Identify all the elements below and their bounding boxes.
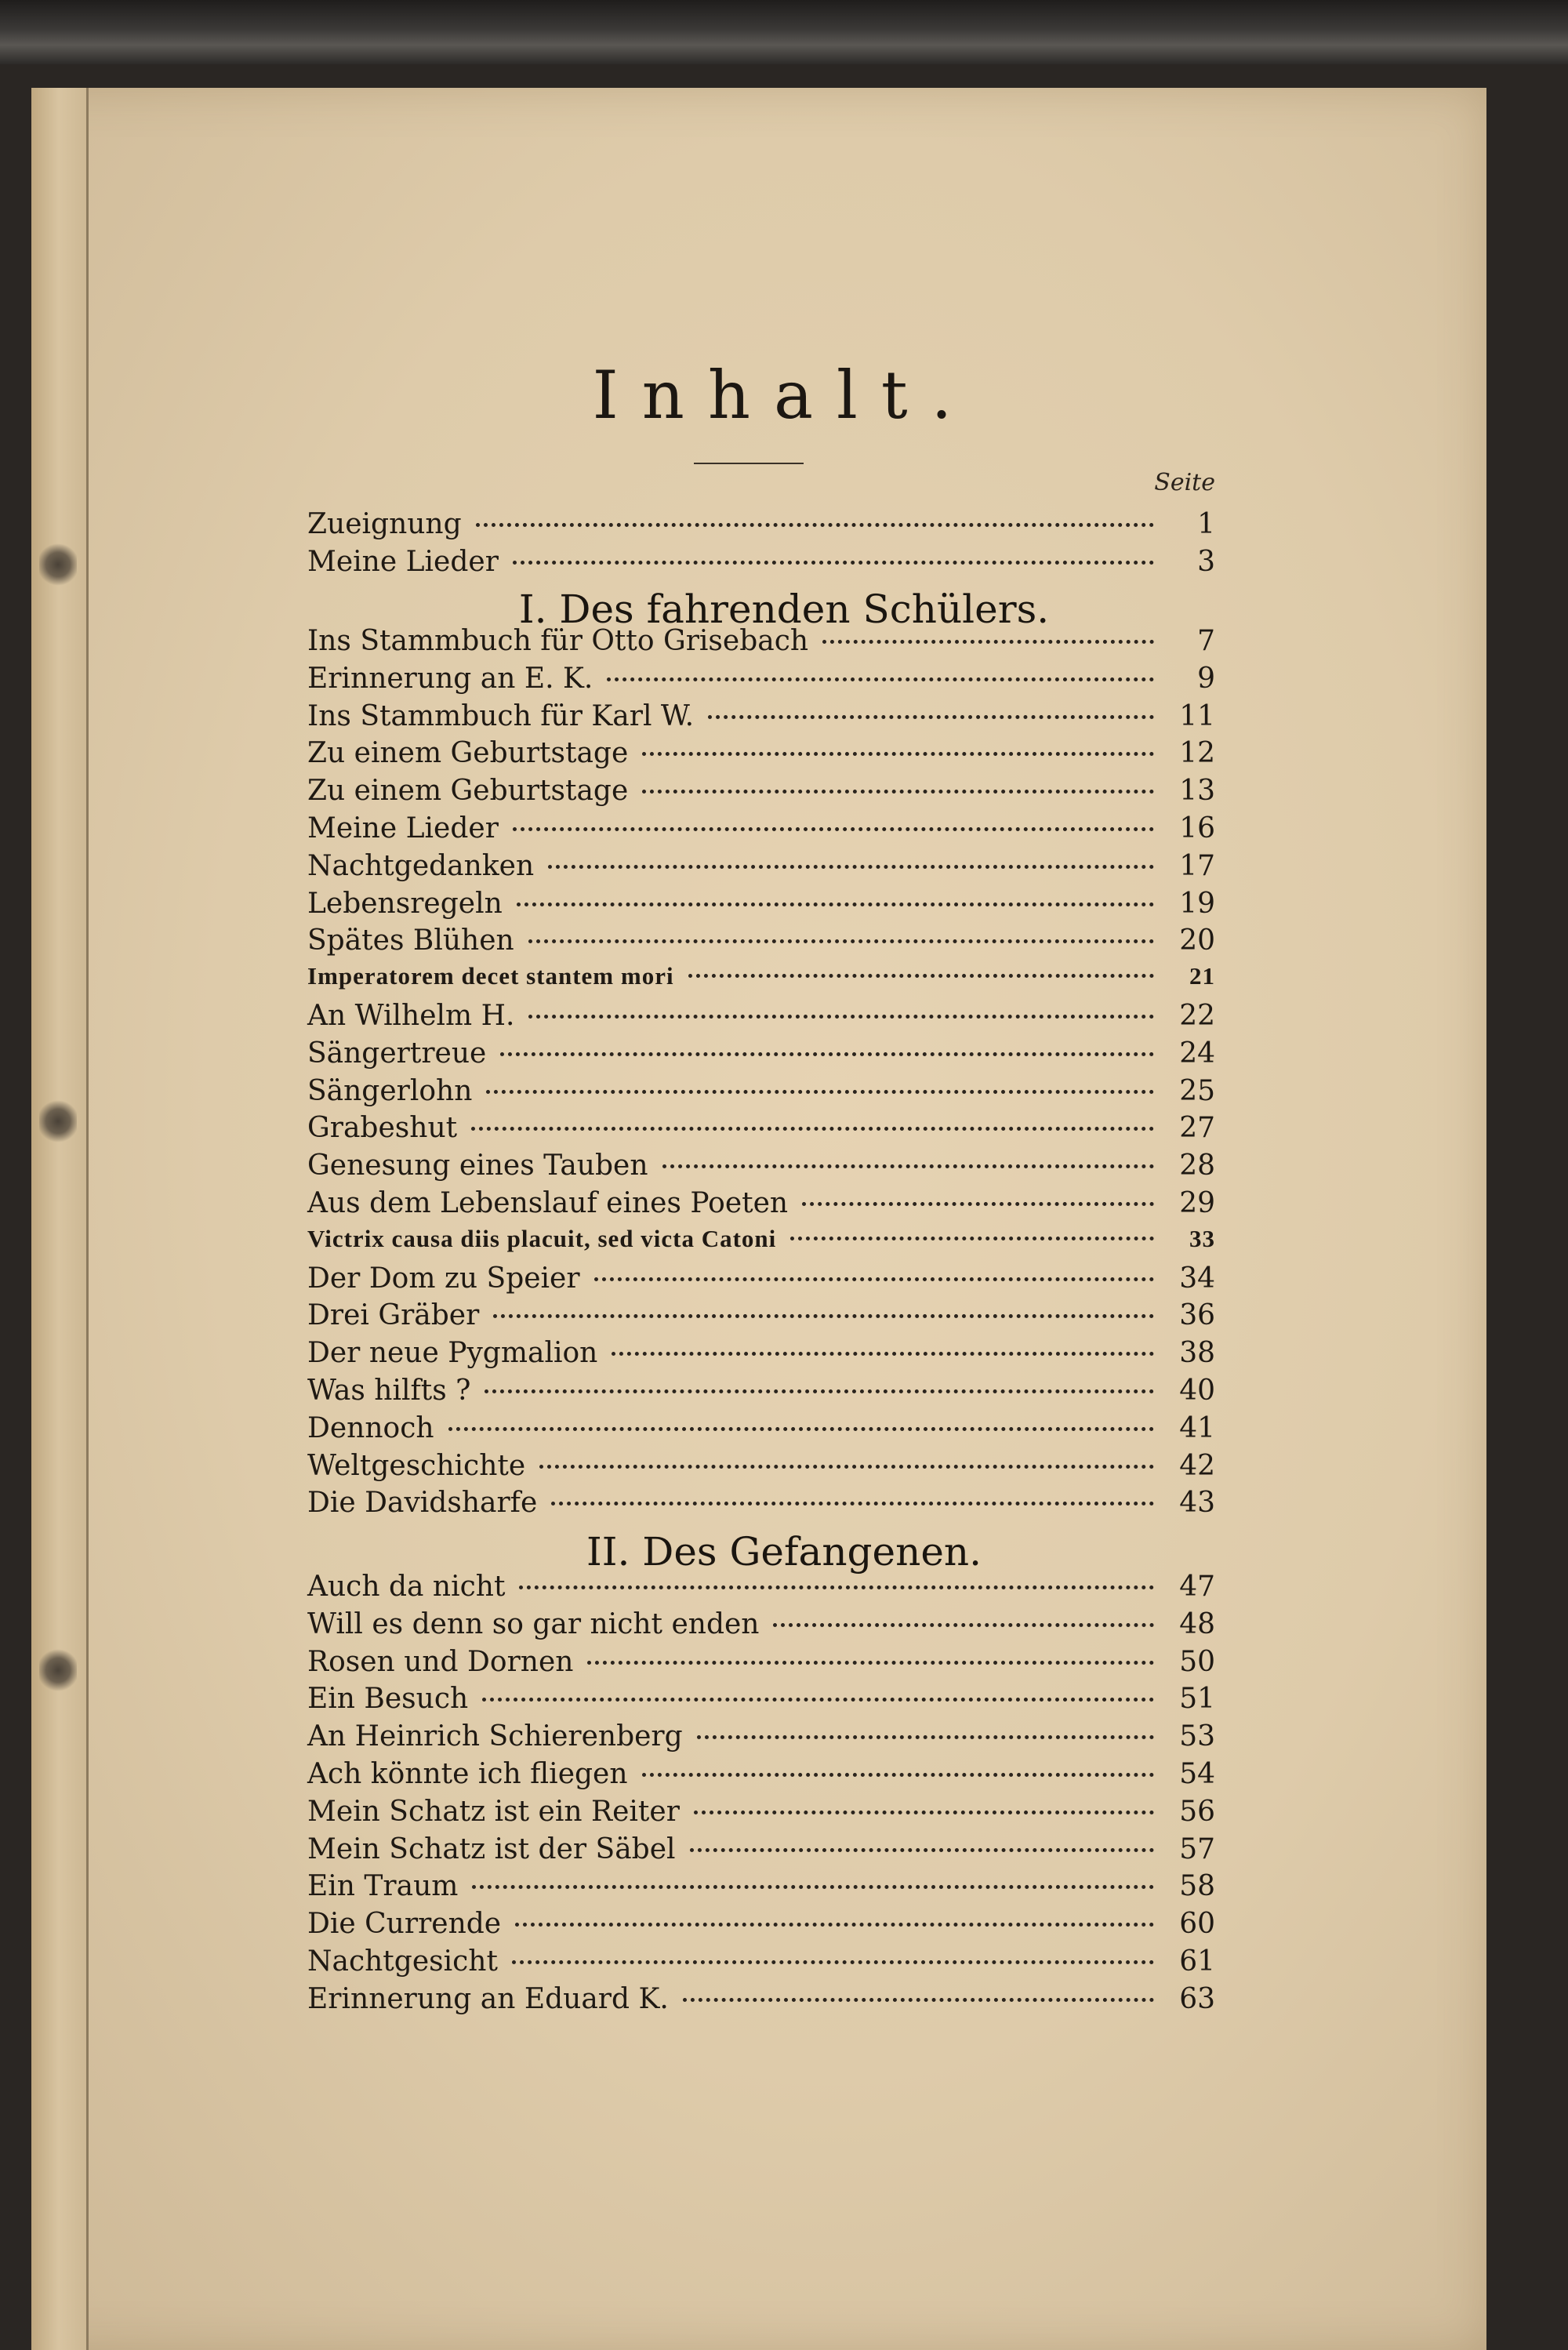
toc-entry-page-number: 3: [1197, 545, 1215, 578]
dot-leader: [476, 523, 1154, 527]
toc-entry-page-number: 11: [1179, 699, 1215, 732]
toc-entry-title: Ach könnte ich fliegen: [307, 1758, 628, 1790]
toc-entry-page-number: 51: [1179, 1683, 1215, 1716]
dot-leader: [642, 752, 1154, 756]
toc-entry: [307, 1150, 1215, 1187]
toc-entry: [307, 1187, 1215, 1225]
toc-entry: [307, 1000, 1215, 1037]
dot-leader: [493, 1314, 1154, 1318]
toc-entry-page-number: 54: [1179, 1758, 1215, 1790]
toc-entry-title: Nachtgedanken: [307, 849, 535, 882]
toc-entry-page-number: 17: [1179, 849, 1215, 882]
toc-entry-page-number: 9: [1197, 662, 1215, 695]
toc-entry: [307, 1870, 1215, 1908]
dot-leader: [482, 1698, 1154, 1702]
dot-leader: [519, 1585, 1154, 1589]
toc-entry-page-number: 61: [1179, 1945, 1215, 1978]
toc-entry: [307, 1450, 1215, 1487]
toc-entry-title: Auch da nicht: [307, 1571, 506, 1603]
toc-entry: [307, 888, 1215, 925]
toc-entry-title: Victrix causa diis placuit, sed victa Catoni: [307, 1224, 777, 1252]
toc-entry-title: Erinnerung an Eduard K.: [307, 1982, 669, 2015]
toc-entry-title: Mein Schatz ist ein Reiter: [307, 1795, 680, 1828]
toc-entry: [307, 812, 1215, 850]
toc-entry: [307, 1375, 1215, 1412]
toc-entry-title: Meine Lieder: [307, 545, 499, 578]
toc-entry-title: Erinnerung an E. K.: [307, 662, 593, 695]
dot-leader: [697, 1735, 1154, 1739]
dot-leader: [607, 677, 1154, 681]
toc-entry-title: Aus dem Lebenslauf eines Poeten: [307, 1187, 789, 1219]
dot-leader: [551, 1502, 1154, 1506]
toc-entry-title: Lebensregeln: [307, 887, 503, 920]
dot-leader: [548, 865, 1154, 869]
dot-leader: [471, 1127, 1154, 1131]
toc-entry: [307, 1983, 1215, 2021]
toc-entry-title: Zu einem Geburtstage: [307, 737, 629, 770]
dot-leader: [802, 1202, 1154, 1206]
toc-entry-page-number: 20: [1179, 924, 1215, 957]
toc-entry-title: Die Currende: [307, 1908, 502, 1941]
toc-entry: [307, 663, 1215, 700]
toc-entry: [307, 1796, 1215, 1833]
toc-entry-page-number: 34: [1179, 1262, 1215, 1295]
toc-entry: [307, 1337, 1215, 1375]
toc-entry-title: Imperatorem decet stantem mori: [307, 962, 674, 990]
toc-entry: [307, 1571, 1215, 1608]
binding-thread-mark: [39, 1098, 77, 1145]
toc-entry-page-number: 56: [1179, 1795, 1215, 1828]
toc-entry: [307, 1075, 1215, 1113]
page-title: Inhalt.: [592, 357, 976, 434]
toc-entry-page-number: 57: [1179, 1832, 1215, 1865]
toc-entry-title: Will es denn so gar nicht enden: [307, 1607, 760, 1640]
toc-entry: [307, 1758, 1215, 1796]
toc-entry: [307, 700, 1215, 738]
toc-entry-page-number: 53: [1179, 1720, 1215, 1753]
toc-entry-title: Nachtgesicht: [307, 1945, 498, 1978]
toc-entry-page-number: 36: [1179, 1299, 1215, 1332]
toc-entry: [307, 546, 1215, 583]
toc-entry-page-number: 16: [1179, 812, 1215, 844]
toc-entry: [307, 1945, 1215, 1983]
toc-entry: [307, 962, 1215, 1000]
toc-entry: [307, 1037, 1215, 1075]
toc-entry-page-number: 22: [1179, 1000, 1215, 1032]
dot-leader: [822, 640, 1154, 644]
toc-entry: [307, 1487, 1215, 1524]
toc-entry-title: Rosen und Dornen: [307, 1645, 574, 1678]
toc-entry-page-number: 13: [1179, 775, 1215, 808]
toc-entry-page-number: 42: [1179, 1449, 1215, 1482]
toc-entry: [307, 1112, 1215, 1150]
toc-entry-page-number: 63: [1179, 1982, 1215, 2015]
title-rule: [694, 463, 804, 464]
toc-entry: [307, 1412, 1215, 1450]
dot-leader: [472, 1885, 1154, 1889]
dot-leader: [690, 1848, 1154, 1852]
toc-entry-page-number: 7: [1197, 625, 1215, 657]
dot-leader: [688, 974, 1154, 978]
toc-entry-page-number: 40: [1179, 1375, 1215, 1407]
toc-entry: [307, 1833, 1215, 1871]
toc-entry-page-number: 19: [1179, 887, 1215, 920]
toc-entry: [307, 1683, 1215, 1720]
toc-entry-title: An Heinrich Schierenberg: [307, 1720, 683, 1753]
toc-entry-title: Ins Stammbuch für Otto Grisebach: [307, 625, 809, 657]
toc-entry-title: Weltgeschichte: [307, 1449, 526, 1482]
toc-entry-title: Der neue Pygmalion: [307, 1337, 598, 1370]
toc-entry-title: Zueignung: [307, 508, 462, 540]
toc-entry-page-number: 27: [1179, 1112, 1215, 1145]
binding-thread-mark: [39, 1647, 77, 1694]
toc-entry: [307, 850, 1215, 888]
toc-entry-title: Der Dom zu Speier: [307, 1262, 580, 1295]
toc-entry-page-number: 47: [1179, 1571, 1215, 1603]
dot-leader: [642, 790, 1154, 794]
dot-leader: [517, 903, 1154, 906]
toc-entry-page-number: 25: [1179, 1074, 1215, 1107]
binding-thread-mark: [39, 541, 77, 588]
toc-entry: [307, 737, 1215, 775]
toc-entry: [307, 625, 1215, 663]
toc-entry-title: Zu einem Geburtstage: [307, 775, 629, 808]
toc-entry-page-number: 41: [1179, 1411, 1215, 1444]
page-column-label: Seite: [1154, 469, 1215, 496]
toc-entry-page-number: 58: [1179, 1870, 1215, 1903]
toc-entry-title: Dennoch: [307, 1411, 434, 1444]
toc-entry-page-number: 24: [1179, 1037, 1215, 1070]
dot-leader: [448, 1427, 1154, 1431]
dot-leader: [515, 1923, 1154, 1927]
toc-entry-title: Ins Stammbuch für Karl W.: [307, 699, 695, 732]
toc-entry-page-number: 1: [1197, 508, 1215, 540]
dot-leader: [486, 1090, 1154, 1094]
toc-entry-page-number: 12: [1179, 737, 1215, 770]
toc-entry-title: Die Davidsharfe: [307, 1487, 538, 1520]
toc-entry-title: Ein Traum: [307, 1870, 459, 1903]
toc-entry-page-number: 38: [1179, 1337, 1215, 1370]
toc-entry: [307, 1720, 1215, 1758]
toc-entry: [307, 1262, 1215, 1300]
toc-entry-title: Spätes Blühen: [307, 924, 514, 957]
toc-entry-page-number: 43: [1179, 1487, 1215, 1520]
toc-entry: [307, 1608, 1215, 1646]
dot-leader: [694, 1811, 1154, 1814]
toc-entry: [307, 508, 1215, 546]
toc-entry-title: Grabeshut: [307, 1112, 458, 1145]
toc-entry: [307, 1225, 1215, 1262]
toc-entry-title: Mein Schatz ist der Säbel: [307, 1832, 676, 1865]
dot-leader: [513, 561, 1154, 565]
dot-leader: [485, 1389, 1154, 1393]
toc-entry-page-number: 21: [1189, 962, 1215, 990]
toc-entry-title: Drei Gräber: [307, 1299, 480, 1332]
toc-entry-page-number: 60: [1179, 1908, 1215, 1941]
toc-entry-page-number: 28: [1179, 1150, 1215, 1182]
toc-entry: [307, 775, 1215, 812]
toc-entry-page-number: 48: [1179, 1607, 1215, 1640]
toc-entry: [307, 1299, 1215, 1337]
dot-leader: [662, 1164, 1154, 1168]
dot-leader: [773, 1623, 1154, 1627]
book-top-edge: [0, 0, 1568, 64]
toc-entry-title: Sängertreue: [307, 1037, 487, 1070]
section-heading: II. Des Gefangenen.: [586, 1529, 982, 1575]
dot-leader: [708, 715, 1154, 719]
toc-entry-page-number: 33: [1189, 1224, 1215, 1252]
toc-entry-title: Sängerlohn: [307, 1074, 473, 1107]
dot-leader: [642, 1773, 1154, 1777]
dot-leader: [683, 1998, 1154, 2002]
dot-leader: [513, 827, 1154, 831]
dot-leader: [587, 1661, 1154, 1665]
toc-entry: [307, 1646, 1215, 1684]
toc-entry-title: An Wilhelm H.: [307, 1000, 515, 1032]
toc-entry-page-number: 29: [1179, 1187, 1215, 1219]
toc-entry-title: Ein Besuch: [307, 1683, 469, 1716]
dot-leader: [512, 1960, 1154, 1964]
toc-entry-title: Meine Lieder: [307, 812, 499, 844]
dot-leader: [594, 1277, 1154, 1281]
toc-entry-title: Genesung eines Tauben: [307, 1150, 648, 1182]
toc-entry-title: Was hilfts ?: [307, 1375, 471, 1407]
toc-entry: [307, 924, 1215, 962]
section-heading: I. Des fahrenden Schülers.: [518, 587, 1050, 632]
toc-entry: [307, 1908, 1215, 1945]
toc-entry-page-number: 50: [1179, 1645, 1215, 1678]
dot-leader: [528, 939, 1154, 943]
dot-leader: [790, 1237, 1154, 1240]
dot-leader: [539, 1465, 1154, 1469]
dot-leader: [528, 1015, 1154, 1019]
dot-leader: [612, 1352, 1154, 1356]
dot-leader: [500, 1052, 1154, 1056]
